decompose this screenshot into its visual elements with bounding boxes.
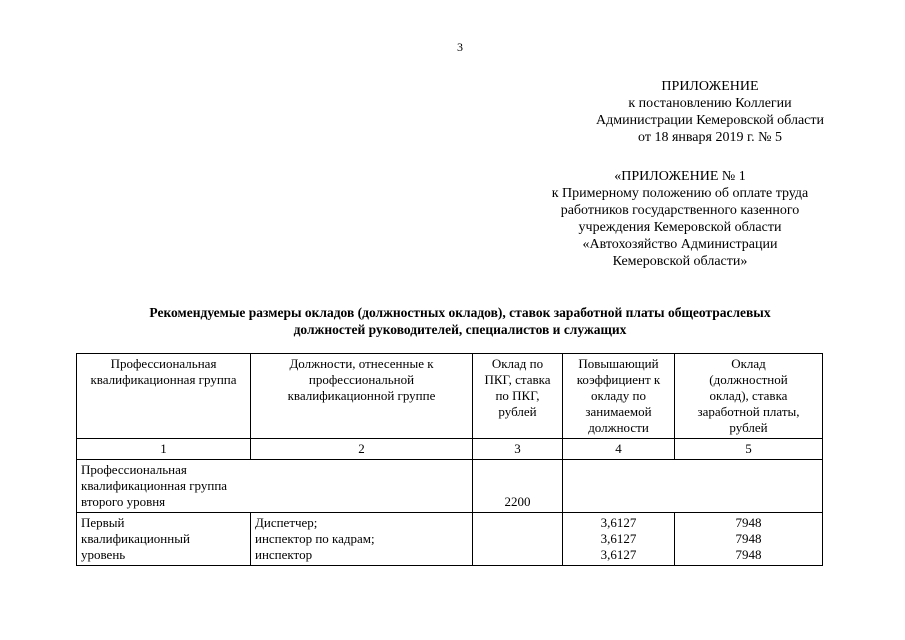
- group-salary: 2200: [473, 460, 563, 513]
- salaries-cell: [675, 513, 823, 566]
- level-row: [77, 513, 823, 566]
- appendix-line: Администрации Кемеровской области: [596, 113, 824, 128]
- column-number-row: [77, 439, 823, 460]
- appendix-1-line: учреждения Кемеровской области: [578, 220, 782, 235]
- position-item: инспектор по кадрам;: [255, 531, 375, 546]
- appendix-1-line: к Примерному положению об оплате труда: [551, 186, 809, 201]
- column-number: 3: [473, 439, 563, 460]
- position-item: Диспетчер;: [255, 515, 318, 530]
- appendix-line: от 18 января 2019 г. № 5: [638, 130, 782, 145]
- header-row: [77, 354, 823, 439]
- header-cell: Профессиональная квалификационная группа: [77, 354, 251, 439]
- appendix-1-block: [520, 168, 840, 270]
- salary-value: 7948: [735, 515, 762, 530]
- coefficients-cell: [563, 513, 675, 566]
- appendix-1-line: «ПРИЛОЖЕНИЕ № 1: [614, 169, 746, 184]
- column-number: 4: [563, 439, 675, 460]
- empty-salary-cell: [473, 513, 563, 566]
- document-title: [80, 304, 840, 338]
- group-empty-cell: [563, 460, 823, 513]
- column-number: 1: [77, 439, 251, 460]
- coefficient-value: 3,6127: [600, 531, 637, 546]
- header-cell: Оклад по ПКГ, ставка по ПКГ, рублей: [473, 354, 563, 439]
- salary-value: 7948: [735, 531, 762, 546]
- appendix-1-line: «Автохозяйство Администрации: [582, 237, 778, 252]
- position-item: инспектор: [255, 547, 313, 562]
- group-row: [77, 460, 823, 513]
- appendix-1-line: работников государственного казенного: [560, 203, 800, 218]
- header-cell: Оклад (должностной оклад), ставка заработной платы, рублей: [675, 354, 823, 439]
- title-line-1: Рекомендуемые размеры окладов (должностных окладов), ставок заработной платы общеотраслевых: [149, 305, 771, 320]
- appendix-1-line: Кемеровской области»: [612, 254, 748, 269]
- title-line-2: должностей руководителей, специалистов и служащих: [293, 322, 627, 337]
- appendix-line: к постановлению Коллегии: [628, 96, 792, 111]
- column-number: 2: [251, 439, 473, 460]
- salary-value: 7948: [735, 547, 762, 562]
- level-label: Первый квалификационный уровень: [77, 513, 251, 566]
- group-label: Профессиональная квалификационная группа второго уровня: [77, 460, 473, 513]
- coefficient-value: 3,6127: [600, 547, 637, 562]
- page-number: 3: [457, 40, 463, 54]
- appendix-block: [560, 78, 860, 146]
- column-number: 5: [675, 439, 823, 460]
- coefficient-value: 3,6127: [600, 515, 637, 530]
- salary-table: [76, 353, 823, 566]
- header-cell: Повышающий коэффициент к окладу по занимаемой должности: [563, 354, 675, 439]
- positions-cell: [251, 513, 473, 566]
- header-cell: Должности, отнесенные к профессиональной квалификационной группе: [251, 354, 473, 439]
- appendix-line: ПРИЛОЖЕНИЕ: [661, 79, 759, 94]
